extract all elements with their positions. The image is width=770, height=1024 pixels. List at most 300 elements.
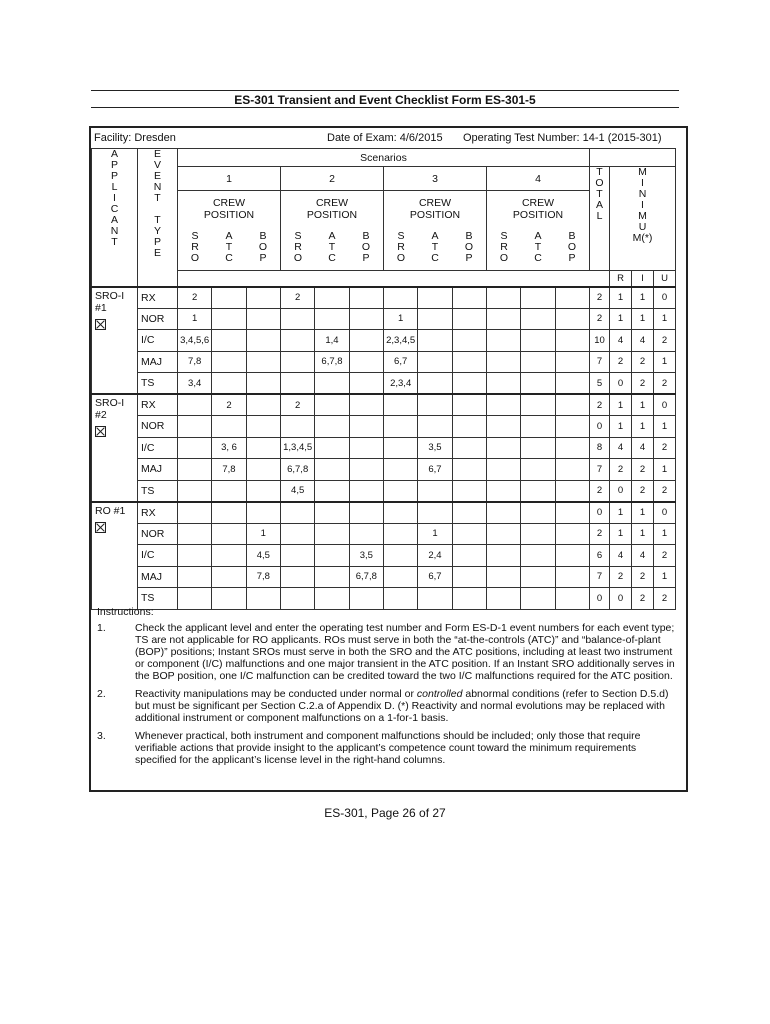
position-letters — [384, 231, 486, 264]
event-cell — [555, 566, 589, 588]
event-cell — [555, 416, 589, 438]
bop-header-text-letter: B — [568, 230, 576, 242]
position-label: POSITION — [409, 209, 461, 221]
event-cell — [212, 287, 246, 309]
atc-header-text-letter: T — [225, 241, 233, 253]
bop-header-text — [555, 231, 589, 264]
event-cell — [521, 308, 555, 330]
applicant-header-text-letter: P — [110, 159, 118, 171]
minimum-header-text-letter: I — [641, 177, 644, 189]
atc-header-text-letter: C — [328, 252, 336, 264]
top-rule — [91, 90, 679, 91]
event-cell — [418, 394, 452, 416]
event-cell: 1,3,4,5 — [281, 437, 315, 459]
event-cell — [315, 459, 349, 481]
bop-header-text-letter: O — [361, 241, 371, 253]
event-cell — [212, 523, 246, 545]
u-cell: 2 — [654, 330, 676, 352]
event-cell — [555, 437, 589, 459]
atc-header-text-letter: A — [328, 230, 336, 242]
bop-header-text-letter: O — [567, 241, 577, 253]
event-cell — [384, 480, 418, 502]
event-cell — [521, 480, 555, 502]
table-row — [92, 373, 676, 395]
event-cell — [246, 480, 280, 502]
event-cell — [487, 480, 521, 502]
bop-header-text-letter: P — [362, 252, 370, 264]
event-type-header-text-letter: V — [153, 159, 161, 171]
header-row — [92, 271, 676, 287]
u-cell: 1 — [654, 308, 676, 330]
position-label: POSITION — [203, 209, 255, 221]
i-cell: 2 — [632, 459, 654, 481]
event-cell — [384, 566, 418, 588]
applicant-cell — [92, 502, 138, 610]
event-cell: 3,5 — [349, 545, 383, 567]
event-cell — [315, 566, 349, 588]
event-cell — [212, 545, 246, 567]
event-cell — [521, 566, 555, 588]
event-cell — [521, 351, 555, 373]
u-cell: 1 — [654, 523, 676, 545]
table-row — [92, 287, 676, 309]
event-cell: 2 — [212, 394, 246, 416]
r-cell: 4 — [610, 330, 632, 352]
event-cell — [418, 416, 452, 438]
event-cell — [246, 330, 280, 352]
r-cell: 2 — [610, 459, 632, 481]
event-cell — [178, 437, 212, 459]
header-blank — [590, 149, 676, 167]
total-header-text-letter: O — [595, 177, 604, 189]
applicant-header-text — [92, 149, 137, 248]
event-cell — [349, 308, 383, 330]
table-row — [92, 394, 676, 416]
checklist-form — [89, 126, 688, 792]
event-cell: 2 — [281, 394, 315, 416]
event-cell — [281, 373, 315, 395]
event-cell — [349, 351, 383, 373]
event-cell: 3,4,5,6 — [178, 330, 212, 352]
table-row — [92, 351, 676, 373]
event-type-header — [138, 149, 178, 287]
position-letters — [178, 231, 280, 264]
event-cell — [178, 480, 212, 502]
event-cell — [349, 416, 383, 438]
total-cell: 10 — [590, 330, 610, 352]
event-cell: 1 — [178, 308, 212, 330]
event-cell — [452, 480, 486, 502]
event-cell: 7,8 — [178, 351, 212, 373]
event-cell — [315, 523, 349, 545]
atc-header-text-letter: T — [431, 241, 439, 253]
position-label: POSITION — [512, 209, 564, 221]
event-cell — [452, 437, 486, 459]
sro-header-text-letter: S — [397, 230, 405, 242]
event-type-cell: RX — [138, 502, 178, 524]
event-cell: 6,7,8 — [349, 566, 383, 588]
event-cell — [349, 480, 383, 502]
event-cell: 2,3,4 — [384, 373, 418, 395]
sro-header-text-letter: S — [191, 230, 199, 242]
event-type-cell: NOR — [138, 416, 178, 438]
total-cell: 5 — [590, 373, 610, 395]
event-cell — [212, 373, 246, 395]
r-cell: 4 — [610, 545, 632, 567]
total-cell: 0 — [590, 416, 610, 438]
event-cell — [349, 394, 383, 416]
total-header-text-letter: A — [595, 199, 603, 211]
event-cell — [349, 437, 383, 459]
minimum-header-text-letter: N — [638, 188, 647, 200]
event-cell: 4,5 — [246, 545, 280, 567]
event-cell — [418, 480, 452, 502]
event-cell — [521, 459, 555, 481]
event-cell — [487, 545, 521, 567]
event-type-cell: MAJ — [138, 459, 178, 481]
event-cell — [555, 330, 589, 352]
event-cell — [246, 287, 280, 309]
instruction-number: 3. — [97, 730, 106, 742]
crew-position-header — [384, 191, 487, 271]
form-title: ES-301 Transient and Event Checklist Form ES-301-5 — [234, 93, 536, 107]
sro-header-text — [281, 231, 315, 264]
test-number-label: Operating Test Number: 14-1 (2015-301) — [463, 132, 662, 144]
sro-header-text-letter: O — [396, 252, 406, 264]
table-row — [92, 437, 676, 459]
position-letters — [487, 231, 589, 264]
table-row — [92, 416, 676, 438]
applicant-header — [92, 149, 138, 287]
bop-header-text-letter: O — [464, 241, 474, 253]
minimum-header-text-letter: M(*) — [632, 232, 653, 244]
table-row — [92, 502, 676, 524]
atc-header-text — [418, 231, 452, 264]
u-cell: 1 — [654, 416, 676, 438]
crew-position-header — [281, 191, 384, 271]
instruction-text: Check the applicant level and enter the operating test number and Form ES-D-1 event numbers for each event type; TS are not applicable for RO applicants. ROs must serve in both the “at-the-controls (ATC)” and “balance-of-plant (BOP)” positions; Instant SROs must serve in both the SRO and the ATC positions, including at least two instrument or component (I/C) malfunctions and one major transient in the ATC position. If an Instant SRO additionally serves in the BOP position, one I/C malfunction can be credited toward the two I/C malfunctions required for the ATC position. — [135, 622, 675, 682]
event-cell — [281, 308, 315, 330]
title-rule — [91, 107, 679, 108]
event-cell — [452, 502, 486, 524]
event-cell — [555, 502, 589, 524]
event-cell — [555, 351, 589, 373]
atc-header-text-letter: A — [431, 230, 439, 242]
event-cell — [487, 287, 521, 309]
minimum-header-text-letter: U — [638, 221, 647, 233]
i-cell: 1 — [632, 416, 654, 438]
event-cell — [555, 287, 589, 309]
event-cell — [384, 287, 418, 309]
event-cell — [521, 394, 555, 416]
event-cell — [555, 394, 589, 416]
instruction-text: Reactivity manipulations may be conducted under normal or controlled abnormal conditions (refer to Section D.5.d) but must be significant per Section C.2.a of Appendix D. (*) Reactivity and normal evolutions may be replaced with additional instrument or component malfunctions on a 1-for-1 basis. — [135, 688, 669, 724]
u-cell: 1 — [654, 459, 676, 481]
event-cell — [246, 502, 280, 524]
event-cell — [521, 287, 555, 309]
i-cell: 2 — [632, 351, 654, 373]
bop-header-text — [452, 231, 486, 264]
event-cell — [315, 394, 349, 416]
minimum-header — [610, 167, 676, 271]
i-cell: 2 — [632, 588, 654, 610]
event-cell — [521, 502, 555, 524]
total-cell: 2 — [590, 287, 610, 309]
event-cell — [246, 308, 280, 330]
bop-header-text-letter: B — [362, 230, 370, 242]
event-cell — [487, 437, 521, 459]
event-cell — [418, 287, 452, 309]
i-cell: 2 — [632, 373, 654, 395]
event-cell: 6,7 — [384, 351, 418, 373]
event-type-cell: NOR — [138, 523, 178, 545]
event-cell — [521, 330, 555, 352]
event-cell: 1 — [384, 308, 418, 330]
event-cell — [487, 459, 521, 481]
event-type-header-text-letter: T — [154, 192, 161, 204]
event-type-header-text-letter: P — [153, 236, 161, 248]
exam-date-label: Date of Exam: 4/6/2015 — [327, 132, 443, 144]
event-cell: 6,7,8 — [315, 351, 349, 373]
event-cell — [555, 480, 589, 502]
applicant-header-text-letter: A — [110, 214, 118, 226]
bop-header-text — [349, 231, 383, 264]
event-cell: 2 — [281, 287, 315, 309]
event-cell — [487, 566, 521, 588]
event-cell — [555, 523, 589, 545]
r-cell: 1 — [610, 287, 632, 309]
crew-label: CREW — [212, 197, 246, 209]
event-cell: 6,7 — [418, 459, 452, 481]
checked-box-icon — [95, 426, 106, 437]
event-cell — [246, 373, 280, 395]
total-cell: 0 — [590, 502, 610, 524]
event-cell — [315, 545, 349, 567]
sro-header-text-letter: S — [500, 230, 508, 242]
event-type-header-text-letter: E — [153, 148, 161, 160]
event-cell — [384, 416, 418, 438]
r-cell: 1 — [610, 502, 632, 524]
sro-header-text — [487, 231, 521, 264]
event-cell — [555, 459, 589, 481]
event-cell: 3,4 — [178, 373, 212, 395]
table-row — [92, 459, 676, 481]
event-cell — [281, 545, 315, 567]
i-cell: 1 — [632, 394, 654, 416]
checked-box-icon — [95, 319, 106, 330]
riu-header: U — [654, 271, 676, 287]
applicant-header-text-letter: N — [110, 225, 119, 237]
scenarios-header: Scenarios — [178, 149, 590, 167]
event-cell — [281, 351, 315, 373]
instruction-item — [97, 688, 677, 724]
i-cell: 4 — [632, 330, 654, 352]
event-cell: 1,4 — [315, 330, 349, 352]
crew-position-header — [178, 191, 281, 271]
total-cell: 2 — [590, 480, 610, 502]
event-cell — [212, 330, 246, 352]
sro-header-text-letter: R — [294, 241, 302, 253]
minimum-header-text-letter: M — [638, 166, 647, 178]
sro-header-text-letter: R — [191, 241, 199, 253]
event-cell — [349, 330, 383, 352]
event-cell — [178, 459, 212, 481]
event-cell — [246, 459, 280, 481]
event-cell — [452, 566, 486, 588]
instruction-text: Whenever practical, both instrument and component malfunctions should be included; only those that require verifiable actions that provide insight to the applicant’s competence count toward the minimum requirements specified for the applicant’s license level in the right-hand columns. — [135, 730, 641, 766]
i-cell: 2 — [632, 480, 654, 502]
total-header — [590, 167, 610, 271]
atc-header-text-letter: C — [431, 252, 439, 264]
u-cell: 2 — [654, 588, 676, 610]
total-cell: 2 — [590, 523, 610, 545]
checked-box-icon — [95, 522, 106, 533]
instruction-item — [97, 622, 677, 682]
instruction-number: 1. — [97, 622, 106, 634]
scenario-number: 3 — [384, 167, 487, 191]
i-cell: 1 — [632, 502, 654, 524]
header-row — [92, 167, 676, 191]
event-cell — [281, 330, 315, 352]
total-cell: 7 — [590, 459, 610, 481]
instructions-heading: Instructions: — [97, 606, 154, 618]
bop-header-text-letter: P — [568, 252, 576, 264]
header-row — [92, 191, 676, 271]
riu-header: I — [632, 271, 654, 287]
i-cell: 4 — [632, 545, 654, 567]
event-cell — [315, 373, 349, 395]
event-cell — [246, 394, 280, 416]
event-cell — [315, 287, 349, 309]
event-cell: 2 — [178, 287, 212, 309]
event-cell — [521, 373, 555, 395]
sro-header-text-letter: R — [397, 241, 405, 253]
total-cell: 8 — [590, 437, 610, 459]
event-type-cell: I/C — [138, 330, 178, 352]
event-cell — [521, 437, 555, 459]
event-cell — [178, 523, 212, 545]
sro-header-text-letter: R — [500, 241, 508, 253]
event-cell — [487, 308, 521, 330]
applicant-header-text-letter: P — [110, 170, 118, 182]
page-footer: ES-301, Page 26 of 27 — [324, 806, 446, 820]
table-row — [92, 523, 676, 545]
instruction-number: 2. — [97, 688, 106, 700]
event-cell — [212, 566, 246, 588]
event-cell — [281, 502, 315, 524]
event-cell — [487, 373, 521, 395]
event-table — [91, 148, 676, 610]
event-cell: 2,3,4,5 — [384, 330, 418, 352]
atc-header-text — [521, 231, 555, 264]
header-spacer — [178, 271, 610, 287]
event-cell: 7,8 — [212, 459, 246, 481]
total-cell: 6 — [590, 545, 610, 567]
event-type-header-text-letter: N — [153, 181, 162, 193]
event-cell — [315, 480, 349, 502]
applicant-label: RO #1 — [95, 504, 126, 517]
applicant-cell — [92, 394, 138, 502]
total-cell: 7 — [590, 566, 610, 588]
event-type-header-text-letter: E — [153, 247, 161, 259]
table-row — [92, 480, 676, 502]
minimum-header-text — [610, 167, 675, 244]
event-cell — [418, 502, 452, 524]
event-cell — [555, 545, 589, 567]
event-cell — [212, 480, 246, 502]
total-header-text — [590, 167, 609, 222]
event-cell — [178, 394, 212, 416]
event-cell — [315, 416, 349, 438]
u-cell: 1 — [654, 351, 676, 373]
event-cell — [349, 287, 383, 309]
event-cell: 3,5 — [418, 437, 452, 459]
event-cell — [178, 566, 212, 588]
atc-header-text — [212, 231, 246, 264]
event-type-cell: MAJ — [138, 351, 178, 373]
total-cell: 2 — [590, 308, 610, 330]
instruction-item — [97, 730, 677, 766]
r-cell: 4 — [610, 437, 632, 459]
event-cell — [384, 437, 418, 459]
event-cell — [178, 502, 212, 524]
r-cell: 2 — [610, 351, 632, 373]
atc-header-text-letter: T — [328, 241, 336, 253]
event-cell — [452, 394, 486, 416]
event-cell: 1 — [246, 523, 280, 545]
table-row — [92, 308, 676, 330]
event-cell — [521, 416, 555, 438]
total-header-text-letter: L — [596, 210, 603, 222]
event-cell — [487, 416, 521, 438]
event-type-header-text-letter: Y — [153, 225, 161, 237]
event-type-cell: RX — [138, 394, 178, 416]
event-cell — [349, 523, 383, 545]
event-type-cell: I/C — [138, 437, 178, 459]
scenario-number: 2 — [281, 167, 384, 191]
bop-header-text — [246, 231, 280, 264]
event-type-cell: I/C — [138, 545, 178, 567]
event-cell — [212, 308, 246, 330]
i-cell: 1 — [632, 523, 654, 545]
event-cell: 6,7,8 — [281, 459, 315, 481]
event-cell: 3, 6 — [212, 437, 246, 459]
event-cell — [246, 416, 280, 438]
event-cell — [452, 308, 486, 330]
i-cell: 1 — [632, 287, 654, 309]
i-cell: 4 — [632, 437, 654, 459]
atc-header-text-letter: A — [534, 230, 542, 242]
event-type-header-text — [138, 149, 177, 259]
event-cell: 6,7 — [418, 566, 452, 588]
event-type-cell: RX — [138, 287, 178, 309]
event-cell — [315, 308, 349, 330]
table-row — [92, 545, 676, 567]
atc-header-text-letter: A — [225, 230, 233, 242]
crew-label: CREW — [418, 197, 452, 209]
applicant-cell — [92, 287, 138, 395]
event-cell — [178, 545, 212, 567]
event-cell — [212, 502, 246, 524]
i-cell: 1 — [632, 308, 654, 330]
applicant-label: SRO-I #2 — [95, 397, 125, 421]
atc-header-text-letter: T — [534, 241, 542, 253]
r-cell: 1 — [610, 394, 632, 416]
sro-header-text-letter: S — [294, 230, 302, 242]
event-cell — [521, 545, 555, 567]
event-cell — [418, 330, 452, 352]
applicant-label: SRO-I #1 — [95, 289, 125, 314]
